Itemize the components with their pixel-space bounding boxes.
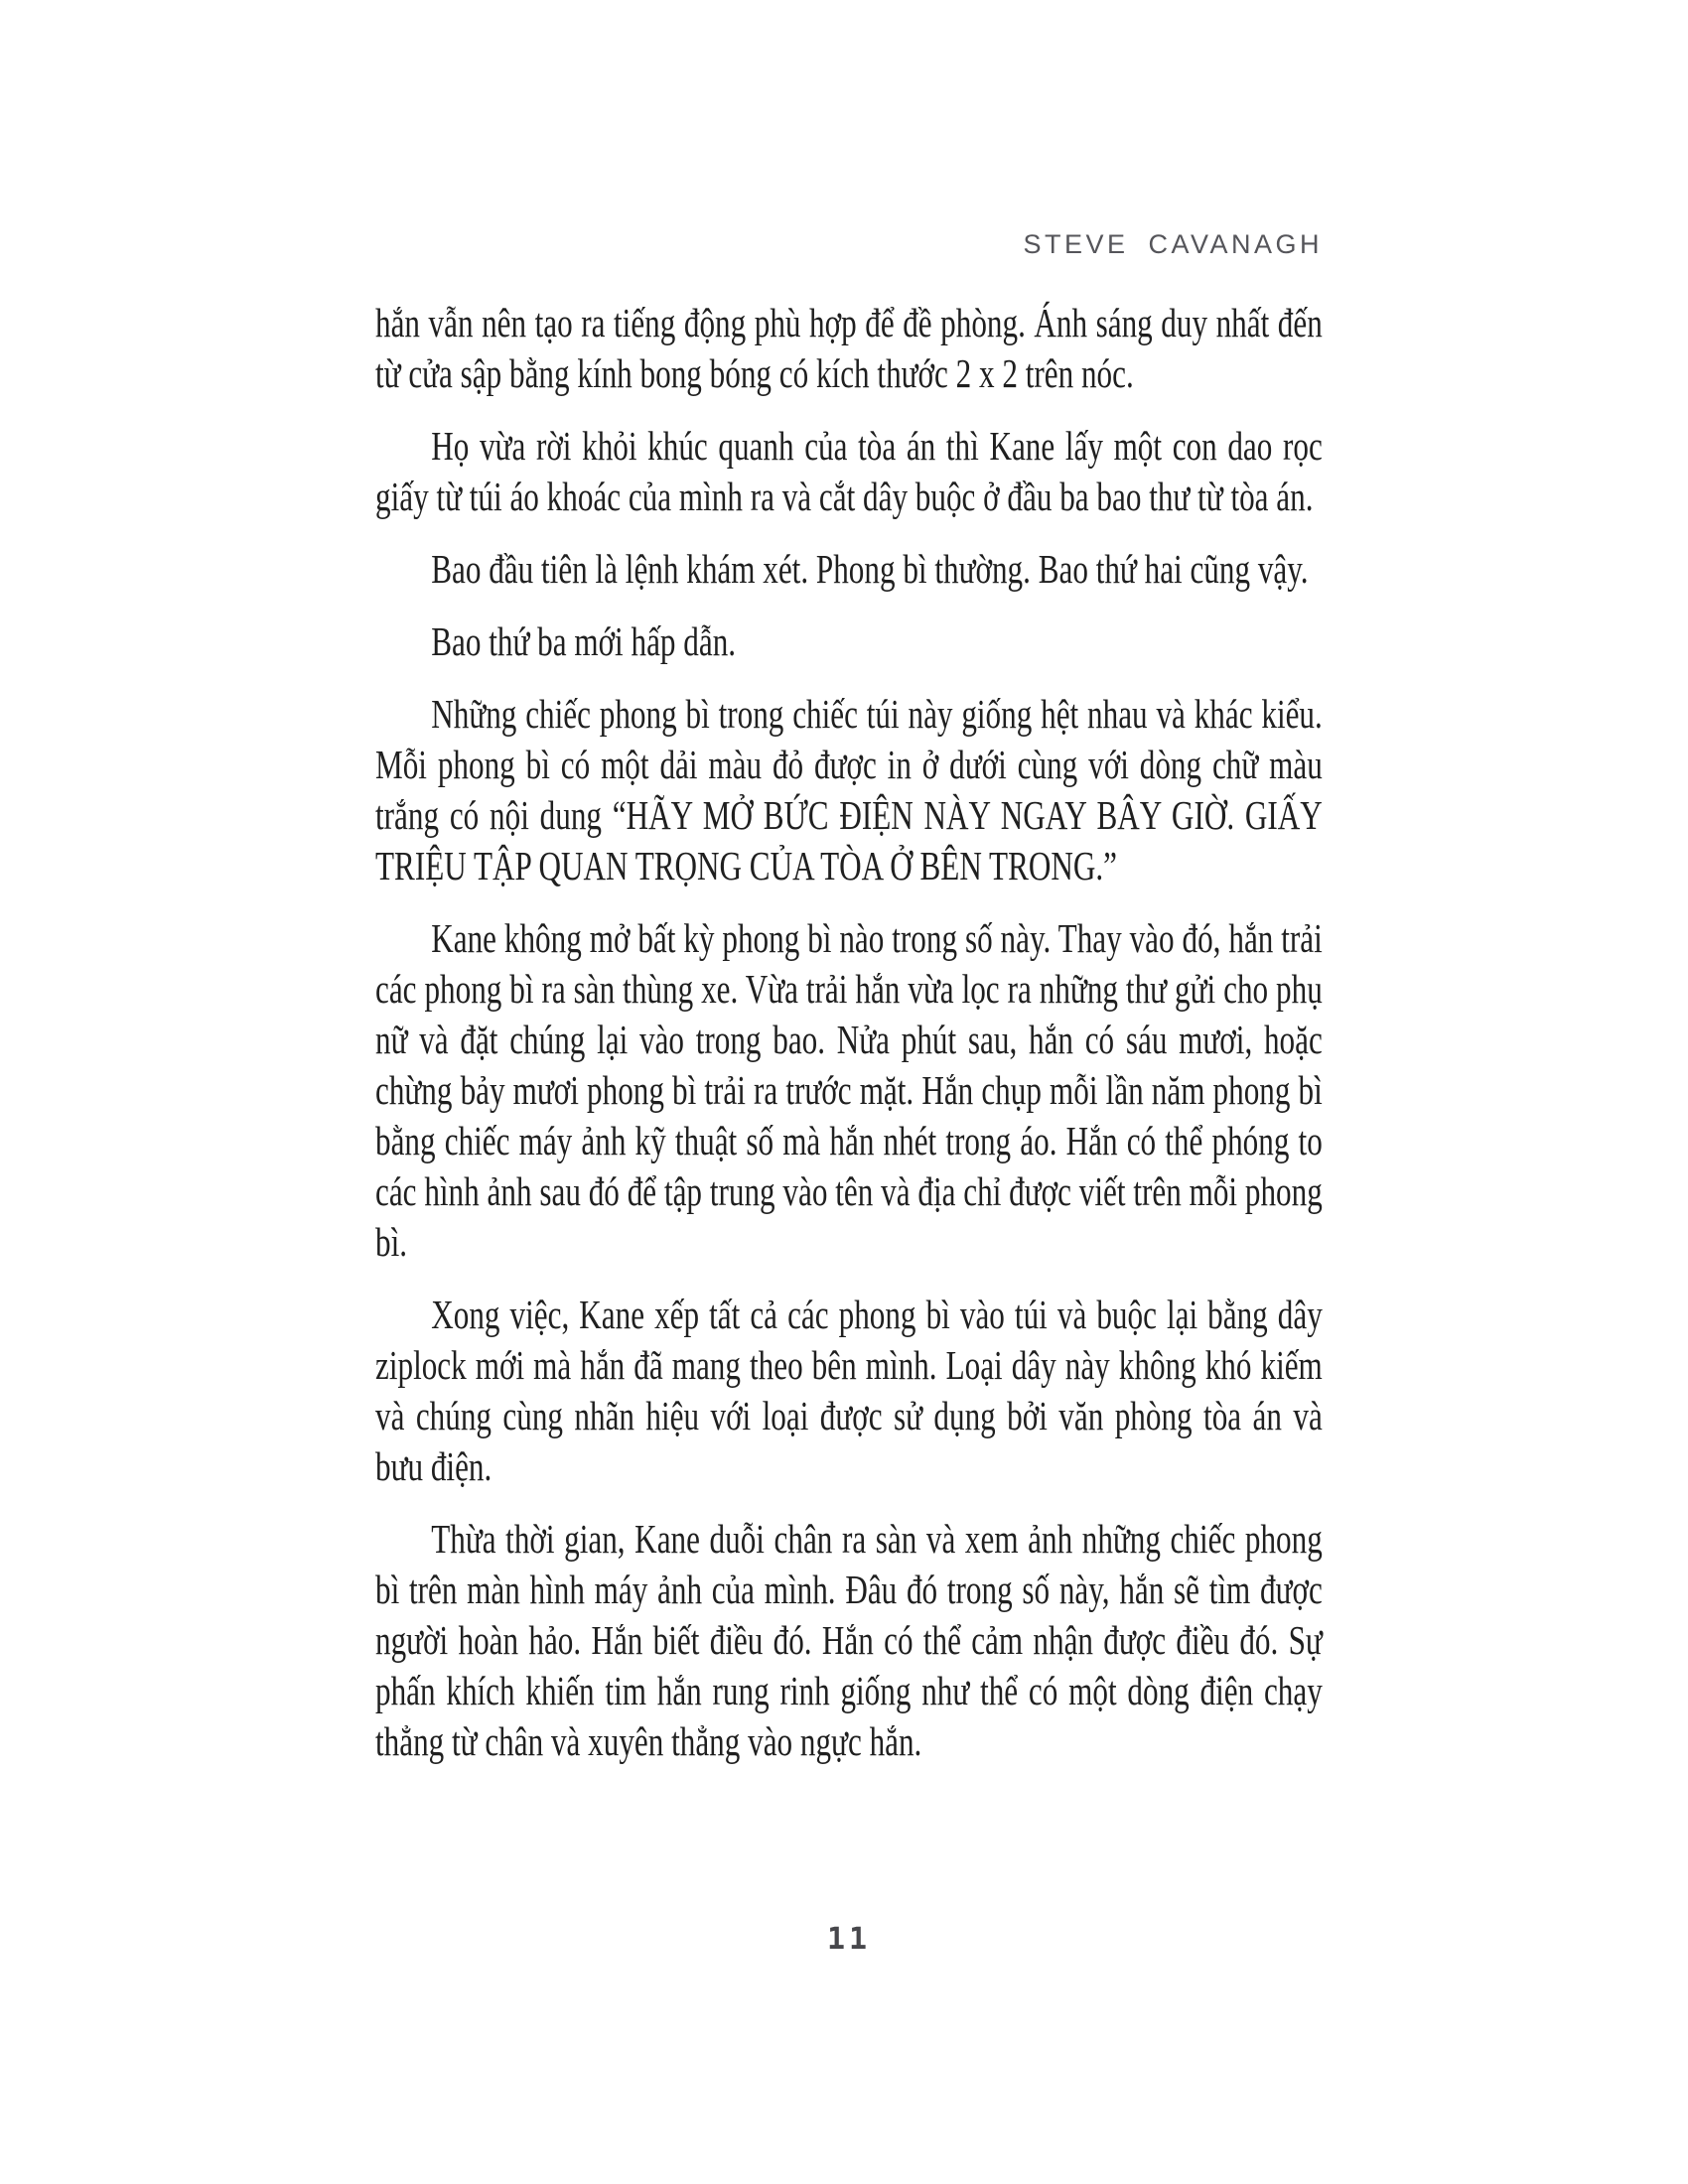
paragraph: Họ vừa rời khỏi khúc quanh của tòa án thì Kane lấy một con dao rọc giấy từ túi áo khoác của mình ra và cắt dây buộc ở đầu ba bao thư từ tòa án. xyxy=(375,423,1323,519)
paragraph: Bao đầu tiên là lệnh khám xét. Phong bì thường. Bao thứ hai cũng vậy. xyxy=(431,546,1309,592)
running-header-author: STEVE CAVANAGH xyxy=(1023,229,1323,259)
paragraph: Xong việc, Kane xếp tất cả các phong bì vào túi và buộc lại bằng dây ziplock mới mà hắn đã mang theo bên mình. Loại dây này không khó kiếm và chúng cùng nhãn hiệu với loại được sử dụng bởi văn phòng tòa án và bưu điện. xyxy=(375,1292,1323,1489)
paragraph: hắn vẫn nên tạo ra tiếng động phù hợp để đề phòng. Ánh sáng duy nhất đến từ cửa sập bằng kính bong bóng có kích thước 2 x 2 trên nóc. xyxy=(375,300,1323,396)
paragraph: Những chiếc phong bì trong chiếc túi này giống hệt nhau và khác kiểu. Mỗi phong bì có một dải màu đỏ được in ở dưới cùng với dòng chữ màu trắng có nội dung “HÃY MỞ BỨC ĐIỆN NÀY NGAY BÂY GIỜ. GIẤY TRIỆU TẬP QUAN TRỌNG CỦA TÒA Ở BÊN TRONG.” xyxy=(375,691,1323,888)
paragraph: Bao thứ ba mới hấp dẫn. xyxy=(431,618,737,664)
paragraph: Kane không mở bất kỳ phong bì nào trong số này. Thay vào đó, hắn trải các phong bì ra sàn thùng xe. Vừa trải hắn vừa lọc ra những thư gửi cho phụ nữ và đặt chúng lại vào trong bao. Nửa phút sau, hắn có sáu mươi, hoặc chừng bảy mươi phong bì trải ra trước mặt. Hắn chụp mỗi lần năm phong bì bằng chiếc máy ảnh kỹ thuật số mà hắn nhét trong áo. Hắn có thể phóng to các hình ảnh sau đó để tập trung vào tên và địa chỉ được viết trên mỗi phong bì. xyxy=(375,915,1323,1265)
paragraph: Thừa thời gian, Kane duỗi chân ra sàn và xem ảnh những chiếc phong bì trên màn hình máy ảnh của mình. Đâu đó trong số này, hắn sẽ tìm được người hoàn hảo. Hắn biết điều đó. Hắn có thể cảm nhận được điều đó. Sự phấn khích khiến tim hắn rung rinh giống như thể có một dòng điện chạy thẳng từ chân và xuyên thẳng vào ngực hắn. xyxy=(375,1516,1323,1764)
body-text-block xyxy=(375,298,1323,1789)
page-number: 11 xyxy=(826,1922,872,1957)
